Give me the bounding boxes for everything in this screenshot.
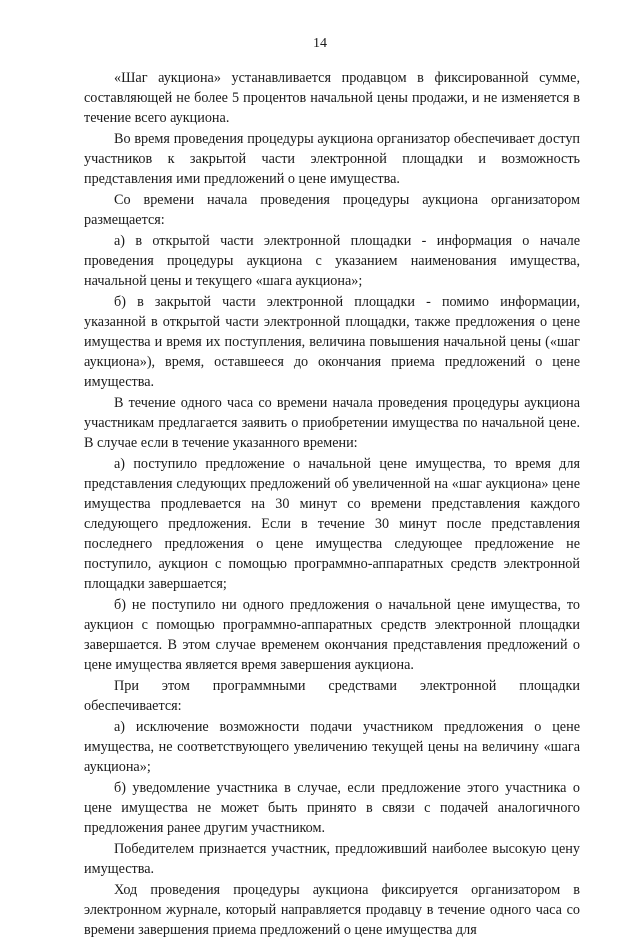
paragraph-item-a-exclusion: а) исключение возможности подачи участником предложения о цене имущества, не соответствующего увеличению текущей цены на величину «шага аукциона»; — [84, 719, 580, 775]
paragraph-journal: Ход проведения процедуры аукциона фиксируется организатором в электронном журнале, который направляется продавцу в течение одного часа со времени завершения приема предложений о цене имущества для — [84, 882, 580, 938]
document-body — [84, 68, 580, 941]
paragraph-item-b-closed-part: б) в закрытой части электронной площадки - помимо информации, указанной в открытой части электронной площадки, также предложения о цене имущества и время их поступления, величина повышения начальной цены («шаг аукциона»), время, оставшееся до окончания приема предложений о цене имущества. — [84, 294, 580, 390]
paragraph-winner: Победителем признается участник, предложивший наиболее высокую цену имущества. — [84, 841, 580, 877]
paragraph-start-placement: Со времени начала проведения процедуры аукциона организатором размещается: — [84, 192, 580, 228]
paragraph-item-a-offer-received: а) поступило предложение о начальной цене имущества, то время для представления следующих предложений об увеличенной на «шаг аукциона» цене имущества продлевается на 30 минут со времени представления каждого следующего предложения. Если в течение 30 минут после представления последнего предложения о цене имущества следующее предложение не поступило, аукцион с помощью программно-аппаратных средств электронной площадки завершается; — [84, 456, 580, 592]
paragraph-item-b-no-offer: б) не поступило ни одного предложения о начальной цене имущества, то аукцион с помощью программно-аппаратных средств электронной площадки завершается. В этом случае временем окончания представления предложений о цене имущества является время завершения аукциона. — [84, 597, 580, 673]
page-number: 14 — [313, 36, 327, 51]
paragraph-bid-step: «Шаг аукциона» устанавливается продавцом в фиксированной сумме, составляющей не более 5 процентов начальной цены продажи, и не изменяется в течение всего аукциона. — [84, 70, 580, 126]
paragraph-software-provides: При этом программными средствами электронной площадки обеспечивается: — [84, 678, 580, 714]
paragraph-first-hour: В течение одного часа со времени начала проведения процедуры аукциона участникам предлагается заявить о приобретении имущества по начальной цене. В случае если в течение указанного времени: — [84, 395, 580, 451]
paragraph-item-a-open-part: а) в открытой части электронной площадки - информация о начале проведения процедуры аукциона с указанием наименования имущества, начальной цены и текущего «шага аукциона»; — [84, 233, 580, 289]
paragraph-organizer-access: Во время проведения процедуры аукциона организатор обеспечивает доступ участников к закрытой части электронной площадки и возможность представления ими предложений о цене имущества. — [84, 131, 580, 187]
paragraph-item-b-notification: б) уведомление участника в случае, если предложение этого участника о цене имущества не может быть принято в связи с подачей аналогичного предложения ранее другим участником. — [84, 780, 580, 836]
